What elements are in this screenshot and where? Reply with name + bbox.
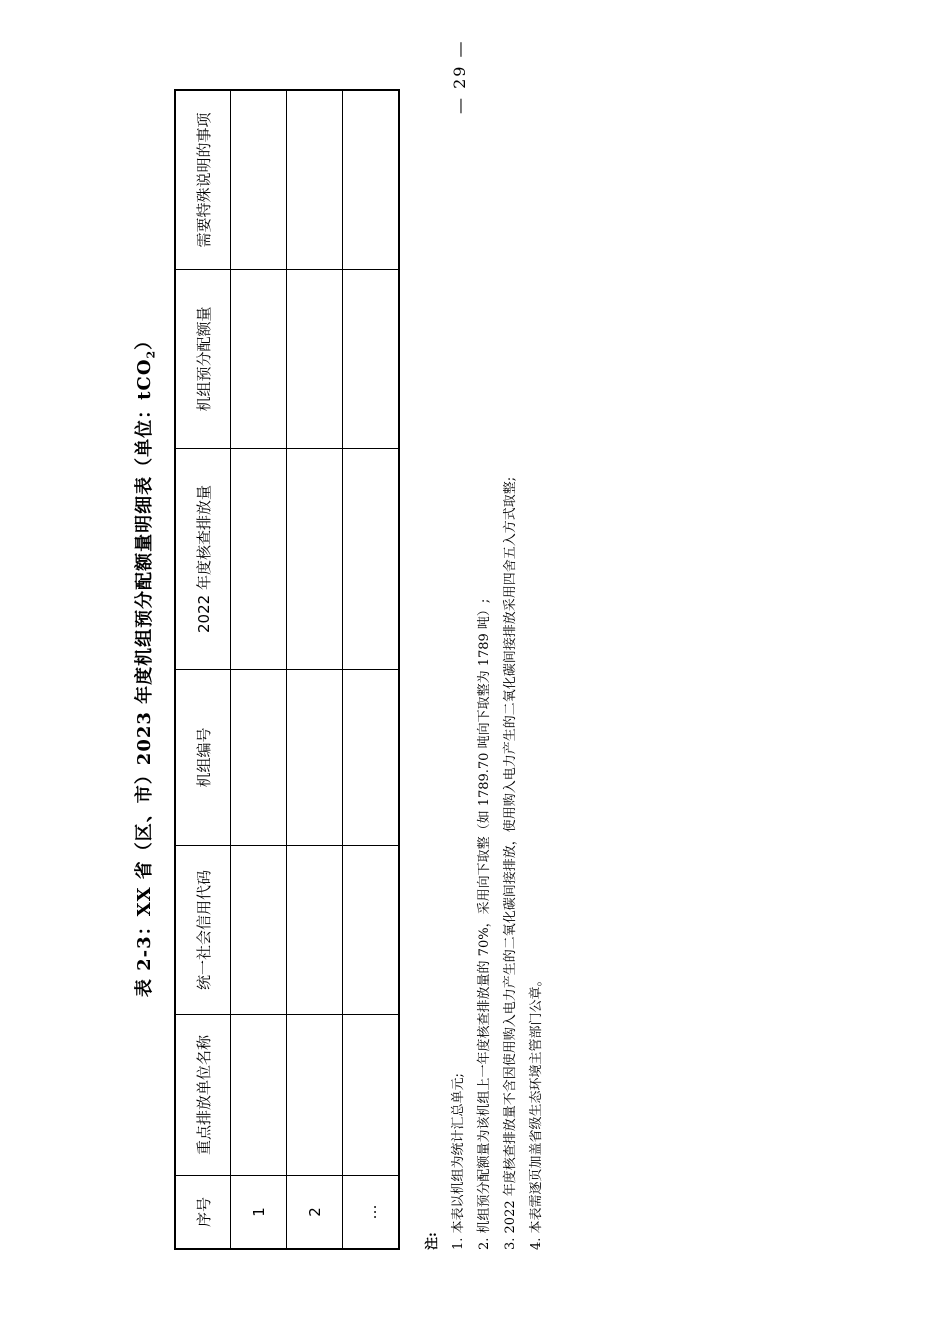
page-number: — 29 — <box>450 39 469 114</box>
cell <box>231 670 287 846</box>
table-title: 表 2-3：XX 省（区、市）2023 年度机组预分配额量明细表（单位：tCO$_2$） <box>134 330 158 998</box>
cell-seq: 2 <box>287 1176 343 1250</box>
header-unit-number: 机组编号 <box>175 670 231 846</box>
table-row <box>231 90 287 1249</box>
note-item: 2. 机组预分配额量为该机组上一年度核查排放量的 70%，采用向下取整（如 1789.70 吨向下取整为 1789 吨）; <box>477 598 492 1250</box>
cell <box>231 1015 287 1176</box>
table-row <box>287 90 343 1249</box>
cell-seq: 1 <box>231 1176 287 1250</box>
cell <box>231 449 287 670</box>
cell <box>287 670 343 846</box>
cell <box>231 270 287 449</box>
table-header-row <box>175 90 231 1249</box>
header-pre-allocation: 机组预分配额量 <box>175 270 231 449</box>
cell <box>343 90 400 270</box>
cell <box>287 449 343 670</box>
cell <box>287 270 343 449</box>
cell <box>343 1015 400 1176</box>
note-item: 4. 本表需逐页加盖省级生态环境主管部门公章。 <box>529 973 544 1250</box>
note-item: 3. 2022 年度核查排放量不含因使用购入电力产生的二氧化碳间接排放，使用购入电力产生的二氧化碳间接排放采用四舍五入方式取整; <box>503 476 518 1250</box>
cell <box>231 846 287 1015</box>
cell <box>287 90 343 270</box>
allocation-table <box>174 89 400 1250</box>
cell <box>343 270 400 449</box>
cell <box>343 846 400 1015</box>
header-credit-code: 统一社会信用代码 <box>175 846 231 1015</box>
table-row <box>343 90 400 1249</box>
notes <box>420 477 550 1250</box>
cell <box>343 670 400 846</box>
cell <box>343 449 400 670</box>
header-unit-name: 重点排放单位名称 <box>175 1015 231 1176</box>
header-special-notes: 需要特殊说明的事项 <box>175 90 231 270</box>
cell-seq: … <box>343 1176 400 1250</box>
header-verified-emission: 2022 年度核查排放量 <box>175 449 231 670</box>
cell <box>287 1015 343 1176</box>
notes-heading: 注: <box>425 1232 440 1250</box>
cell <box>231 90 287 270</box>
cell <box>287 846 343 1015</box>
header-seq: 序号 <box>175 1176 231 1250</box>
note-item: 1. 本表以机组为统计汇总单元; <box>451 1073 466 1250</box>
